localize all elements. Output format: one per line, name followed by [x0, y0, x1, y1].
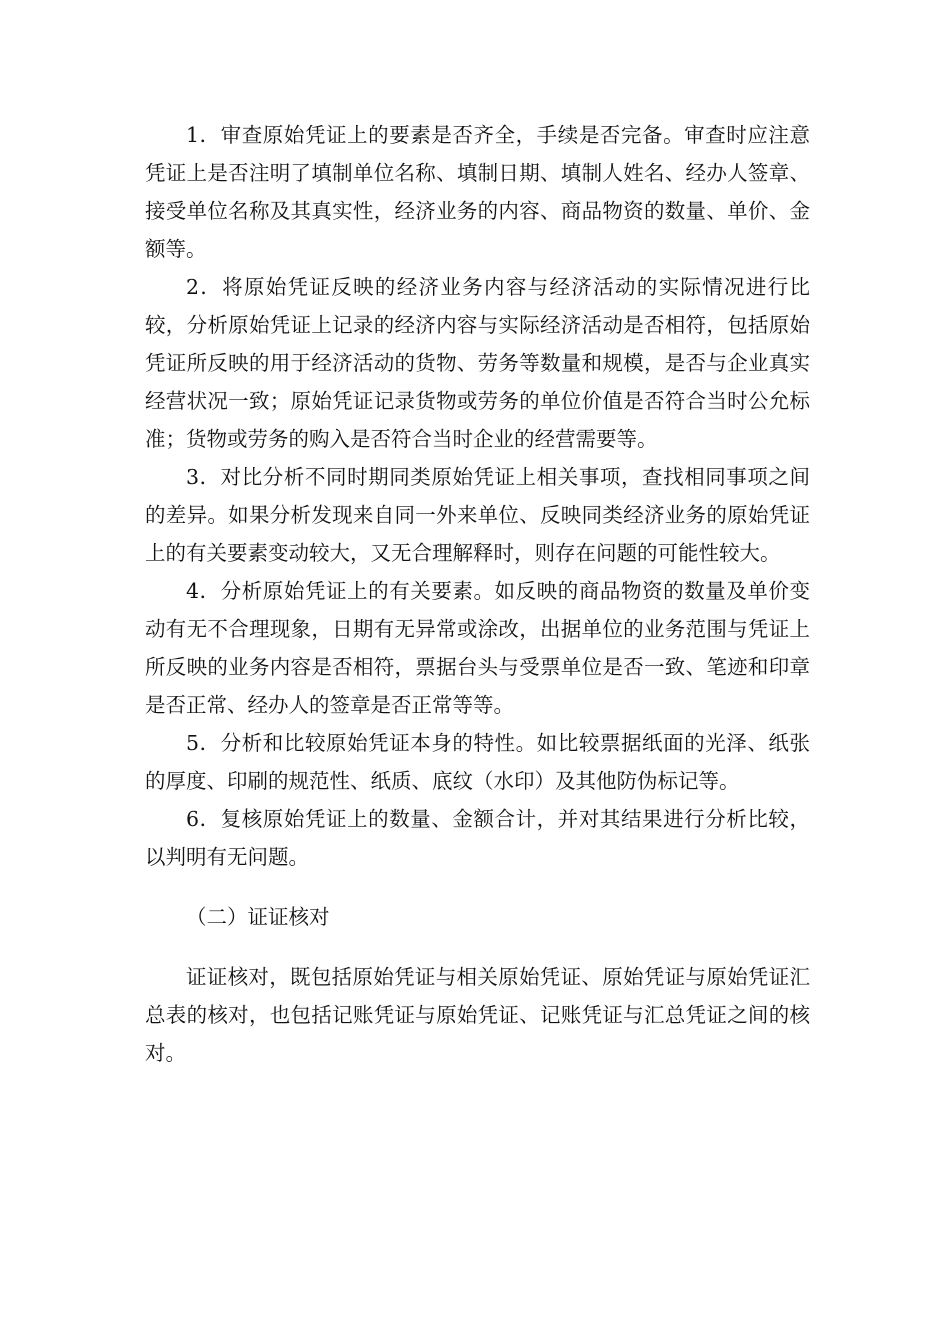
paragraph-4: 4．分析原始凭证上的有关要素。如反映的商品物资的数量及单价变动有无不合理现象，日期有无异常或涂改，出据单位的业务范围与凭证上所反映的业务内容是否相符，票据台头与受票单位是否一致、笔迹和印章是否正常、经办人的签章是否正常等等。 — [145, 579, 810, 717]
section-heading: （二）证证核对 — [186, 905, 330, 929]
paragraph-1: 1．审查原始凭证上的要素是否齐全，手续是否完备。审查时应注意凭证上是否注明了填制单位名称、填制日期、填制人姓名、经办人签章、接受单位名称及其真实性，经济业务的内容、商品物资的数量、单价、金额等。 — [145, 123, 810, 261]
paragraph-2: 2．将原始凭证反映的经济业务内容与经济活动的实际情况进行比较，分析原始凭证上记录的经济内容与实际经济活动是否相符，包括原始凭证所反映的用于经济活动的货物、劳务等数量和规模，是否与企业真实经营状况一致；原始凭证记录货物或劳务的单位价值是否符合当时公允标准；货物或劳务的购入是否符合当时企业的经营需要等。 — [145, 275, 810, 451]
section-paragraph: 证证核对，既包括原始凭证与相关原始凭证、原始凭证与原始凭证汇总表的核对，也包括记账凭证与原始凭证、记账凭证与汇总凭证之间的核对。 — [145, 965, 810, 1065]
document-body — [145, 116, 810, 1072]
paragraph-6: 6．复核原始凭证上的数量、金额合计，并对其结果进行分析比较，以判明有无问题。 — [145, 807, 810, 869]
paragraph-3: 3．对比分析不同时期同类原始凭证上相关事项，查找相同事项之间的差异。如果分析发现来自同一外来单位、反映同类经济业务的原始凭证上的有关要素变动较大，又无合理解释时，则存在问题的可能性较大。 — [145, 465, 810, 565]
paragraph-5: 5．分析和比较原始凭证本身的特性。如比较票据纸面的光泽、纸张的厚度、印刷的规范性、纸质、底纹（水印）及其他防伪标记等。 — [145, 731, 810, 793]
